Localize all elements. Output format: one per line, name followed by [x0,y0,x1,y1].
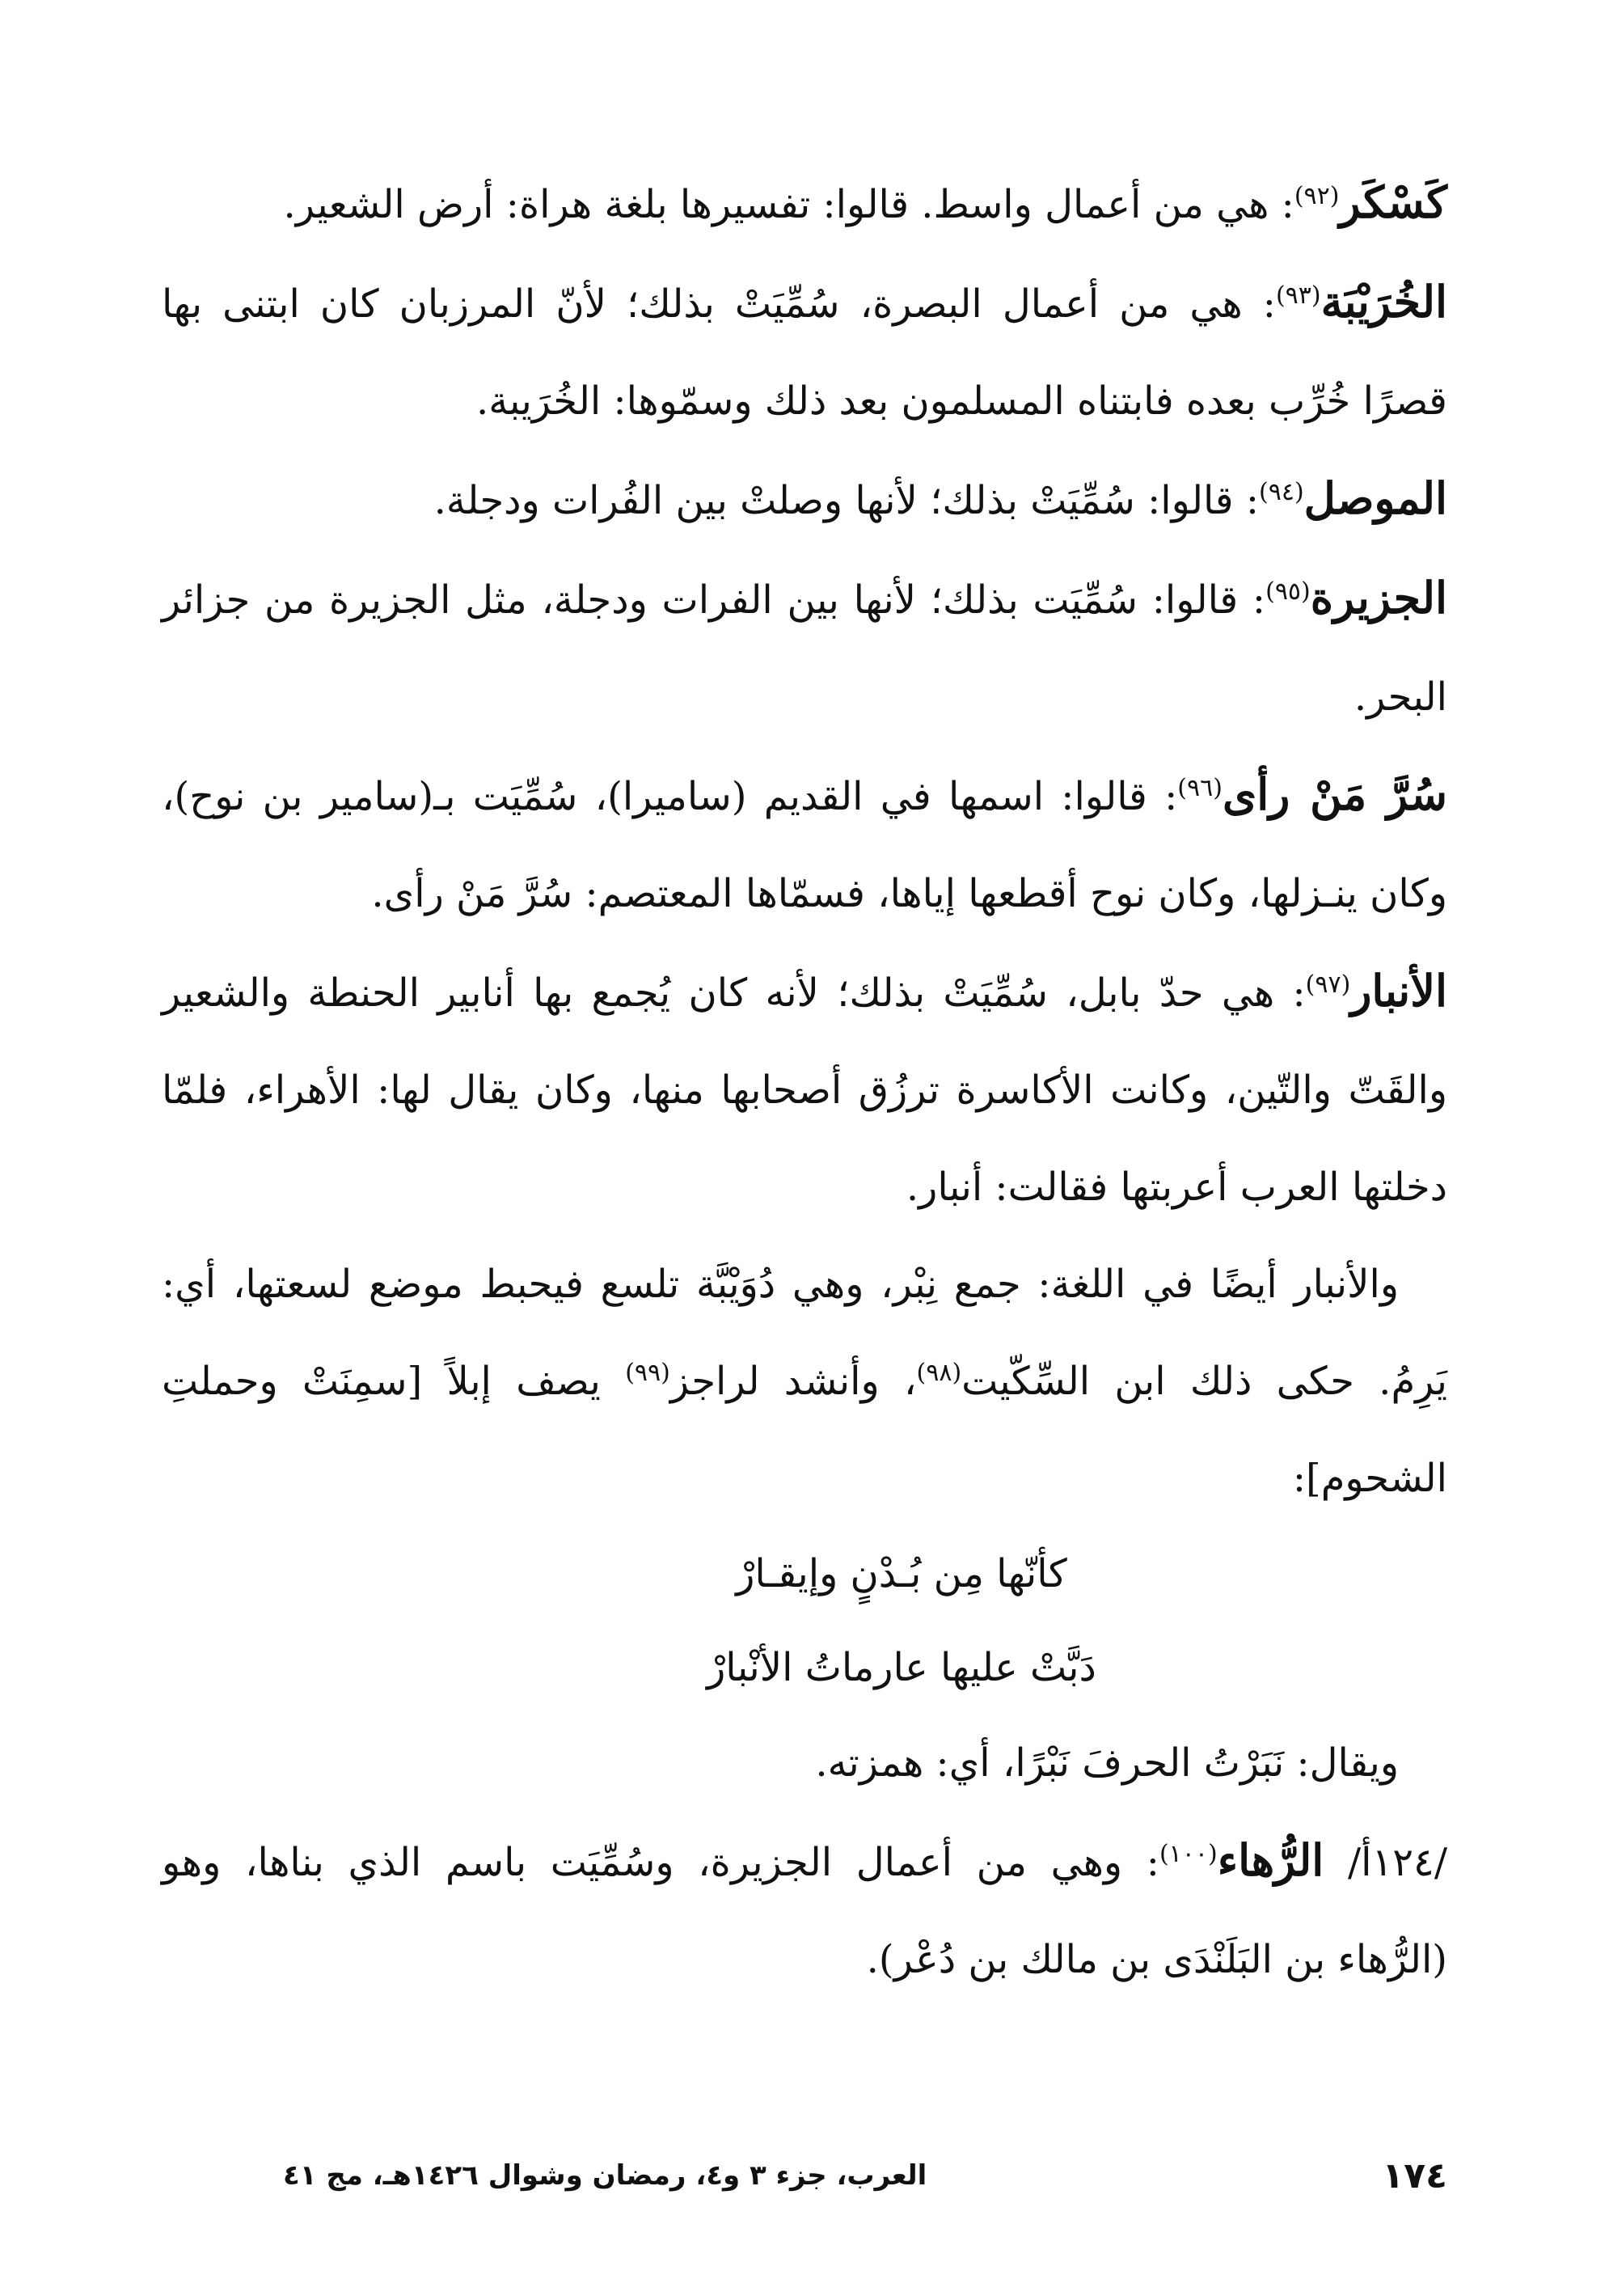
entry-text: : وهي من أعمال الجزيرة، وسُمِّيَت باسم الذي بناها، وهو (الرُّهاء بن البَلَنْدَى بن مالك بن دُعْر). [162,1840,1447,1982]
entry-title: كَسْكَر [1339,176,1447,228]
entry-mosul [162,450,1447,549]
entry-title: الجزيرة [1310,572,1447,624]
entry-samarra [162,746,1447,942]
entry-title: سُرَّ مَنْ رأى [1222,768,1447,820]
footnote-ref: (٩٨) [916,1359,962,1387]
footnote-ref: (٩٧) [1305,970,1351,999]
continuation-text: ، وأنشد لراجز [669,1359,917,1404]
footnote-ref: (٩٩) [625,1359,670,1387]
continuation-text: والأنبار أيضًا في اللغة: جمع نِبْر، وهي دُوَيْبَّة تلسع فيحبط موضع لسعتها، أي: يَرِمُ. حكى ذلك ابن السِّكّيت [162,1262,1448,1404]
entry-title: الرُّهاء [1217,1834,1324,1886]
entry-text: : هي حدّ بابل، سُمِّيَتْ بذلك؛ لأنه كان يُجمع بها أنابير الحنطة والشعير والقَتّ والتّين، وكانت الأكاسرة ترزُق أصحابها منها، وكان يقال لها: الأهراء، فلمّا دخلتها العرب أعربتها فقالت: أنبار. [162,970,1447,1210]
footnote-ref: (٩٢) [1294,182,1340,210]
continuation-text: يصف إبلاً [سمِنَتْ وحملتِ الشحوم]: [162,1359,1447,1501]
footnote-ref: (٩٦) [1177,774,1223,802]
footnote-ref: (٩٥) [1265,577,1311,606]
after-verse-text: ويقال: نَبَرْتُ الحرفَ نَبْرًا، أي: همزته. [815,1740,1399,1786]
page-number: ١٧٤ [1382,2154,1447,2197]
journal-info: العرب، جزء ٣ و٤، رمضان وشوال ١٤٢٦هـ، مج ٤١ [283,2159,927,2192]
verse-line-1: كأنّها مِن بُـدْنٍ وإيقـارْ [736,1551,1067,1596]
entry-title: الأنبار [1350,965,1447,1017]
entry-text: : قالوا: اسمها في القديم (ساميرا)، سُمِّيَت بـ(سامير بن نوح)، وكان ينـزلها، وكان نوح أقطعها إياها، فسمّاها المعتصم: سُرَّ مَنْ رأى. [162,774,1447,916]
entry-title: الموصل [1303,472,1447,524]
footnote-ref: (٩٤) [1259,478,1304,506]
entry-text: : هي من أعمال البصرة، سُمِّيَتْ بذلك؛ لأنّ المرزبان كان ابتنى بها قصرًا خُرِّب بعده فابتناه المسلمون بعد ذلك وسمّوها: الخُرَيبة. [162,281,1447,424]
folio-marker: /١٢٤أ/ [1347,1840,1447,1885]
entry-text: : قالوا: سُمِّيَت بذلك؛ لأنها بين الفرات ودجلة، مثل الجزيرة من جزائر البحر. [162,577,1447,720]
entry-khuraybah [162,253,1447,450]
footnote-ref: (١٠٠) [1159,1840,1218,1868]
main-text-block [162,154,1447,2008]
entry-text: : هي من أعمال واسط. قالوا: تفسيرها بلغة هراة: أرض الشعير. [283,182,1294,227]
verse-line-2: دَبَّتْ عليها عارماتُ الأنْبارْ [707,1645,1096,1690]
entry-ruha [162,1812,1447,2008]
page-footer [162,2147,1447,2204]
entry-anbar [162,942,1447,1236]
footnote-ref: (٩٣) [1275,281,1321,310]
entry-title: الخُرَيْبَة [1320,276,1447,328]
anbar-continuation [162,1236,1447,1527]
entry-kaskar [162,154,1447,253]
entry-jazirah [162,549,1447,746]
entry-text: : قالوا: سُمِّيَتْ بذلك؛ لأنها وصلتْ بين الفُرات ودجلة. [433,478,1259,523]
